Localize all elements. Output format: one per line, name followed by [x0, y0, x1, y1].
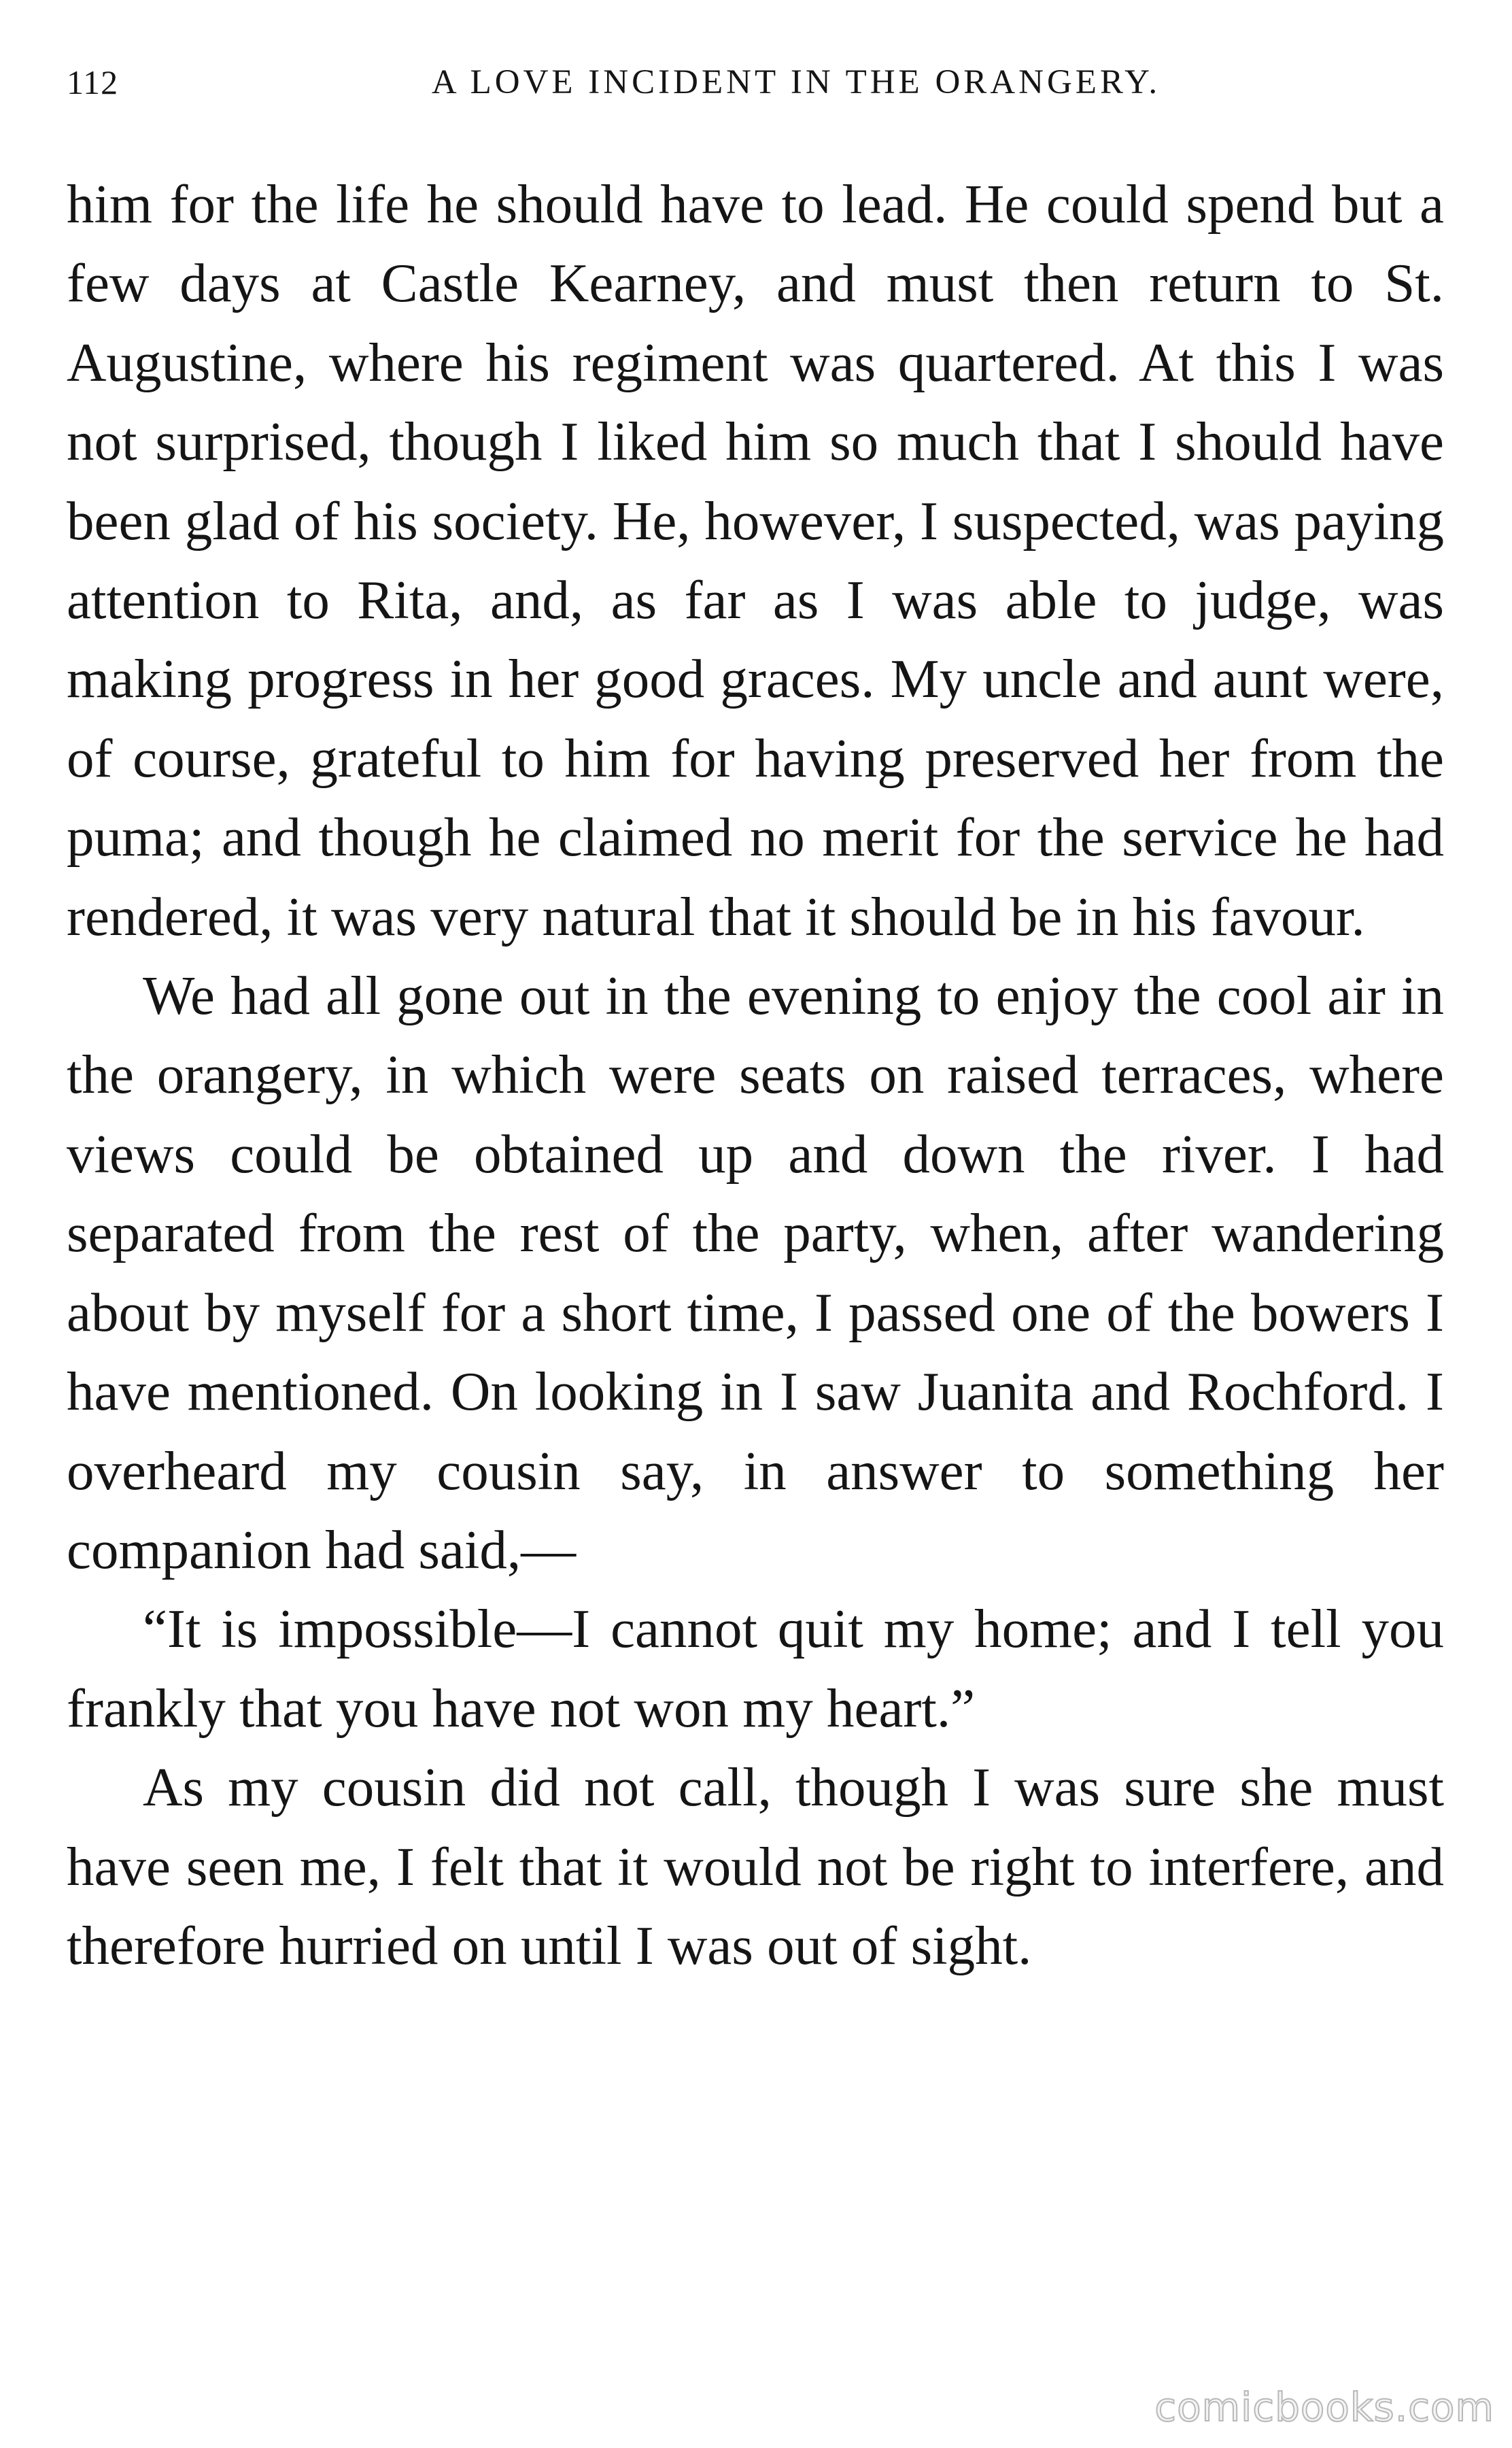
paragraph: him for the life he should have to lead. He could spend but a few days at Castle Kearney, and must then return to St. Augustine, where his regiment was quartered. At this I was not surprised, though I liked him so much that I should have been glad of his society. He, however, I suspected, was paying attention to Rita, and, as far as I was able to judge, was making progress in her good graces. My uncle and aunt were, of course, grateful to him for having preserved her from the puma; and though he claimed no merit for the service he had rendered, it was very natural that it should be in his favour.	[67, 173, 1444, 947]
chapter-title: A LOVE INCIDENT IN THE ORANGERY.	[431, 63, 1161, 101]
paragraph-quote: “It is impossible—I cannot quit my home; and I tell you frankly that you have not won my heart.”	[67, 1598, 1444, 1739]
running-head	[67, 63, 1444, 110]
page-number: 112	[67, 63, 119, 101]
paragraph: We had all gone out in the evening to enjoy the cool air in the orangery, in which were seats on raised terraces, where views could be obtained up and down the river. I had separated from the rest of the party, when, after wandering about by myself for a short time, I passed one of the bowers I have mentioned. On looking in I saw Juanita and Rochford. I overheard my cousin say, in answer to something her companion had said,—	[67, 965, 1444, 1580]
page-body	[67, 165, 1444, 1985]
paragraph: As my cousin did not call, though I was sure she must have seen me, I felt that it would not be right to interfere, and therefore hurried on until I was out of sight.	[67, 1756, 1444, 1976]
watermark: comicbooks.com	[1154, 2384, 1494, 2430]
